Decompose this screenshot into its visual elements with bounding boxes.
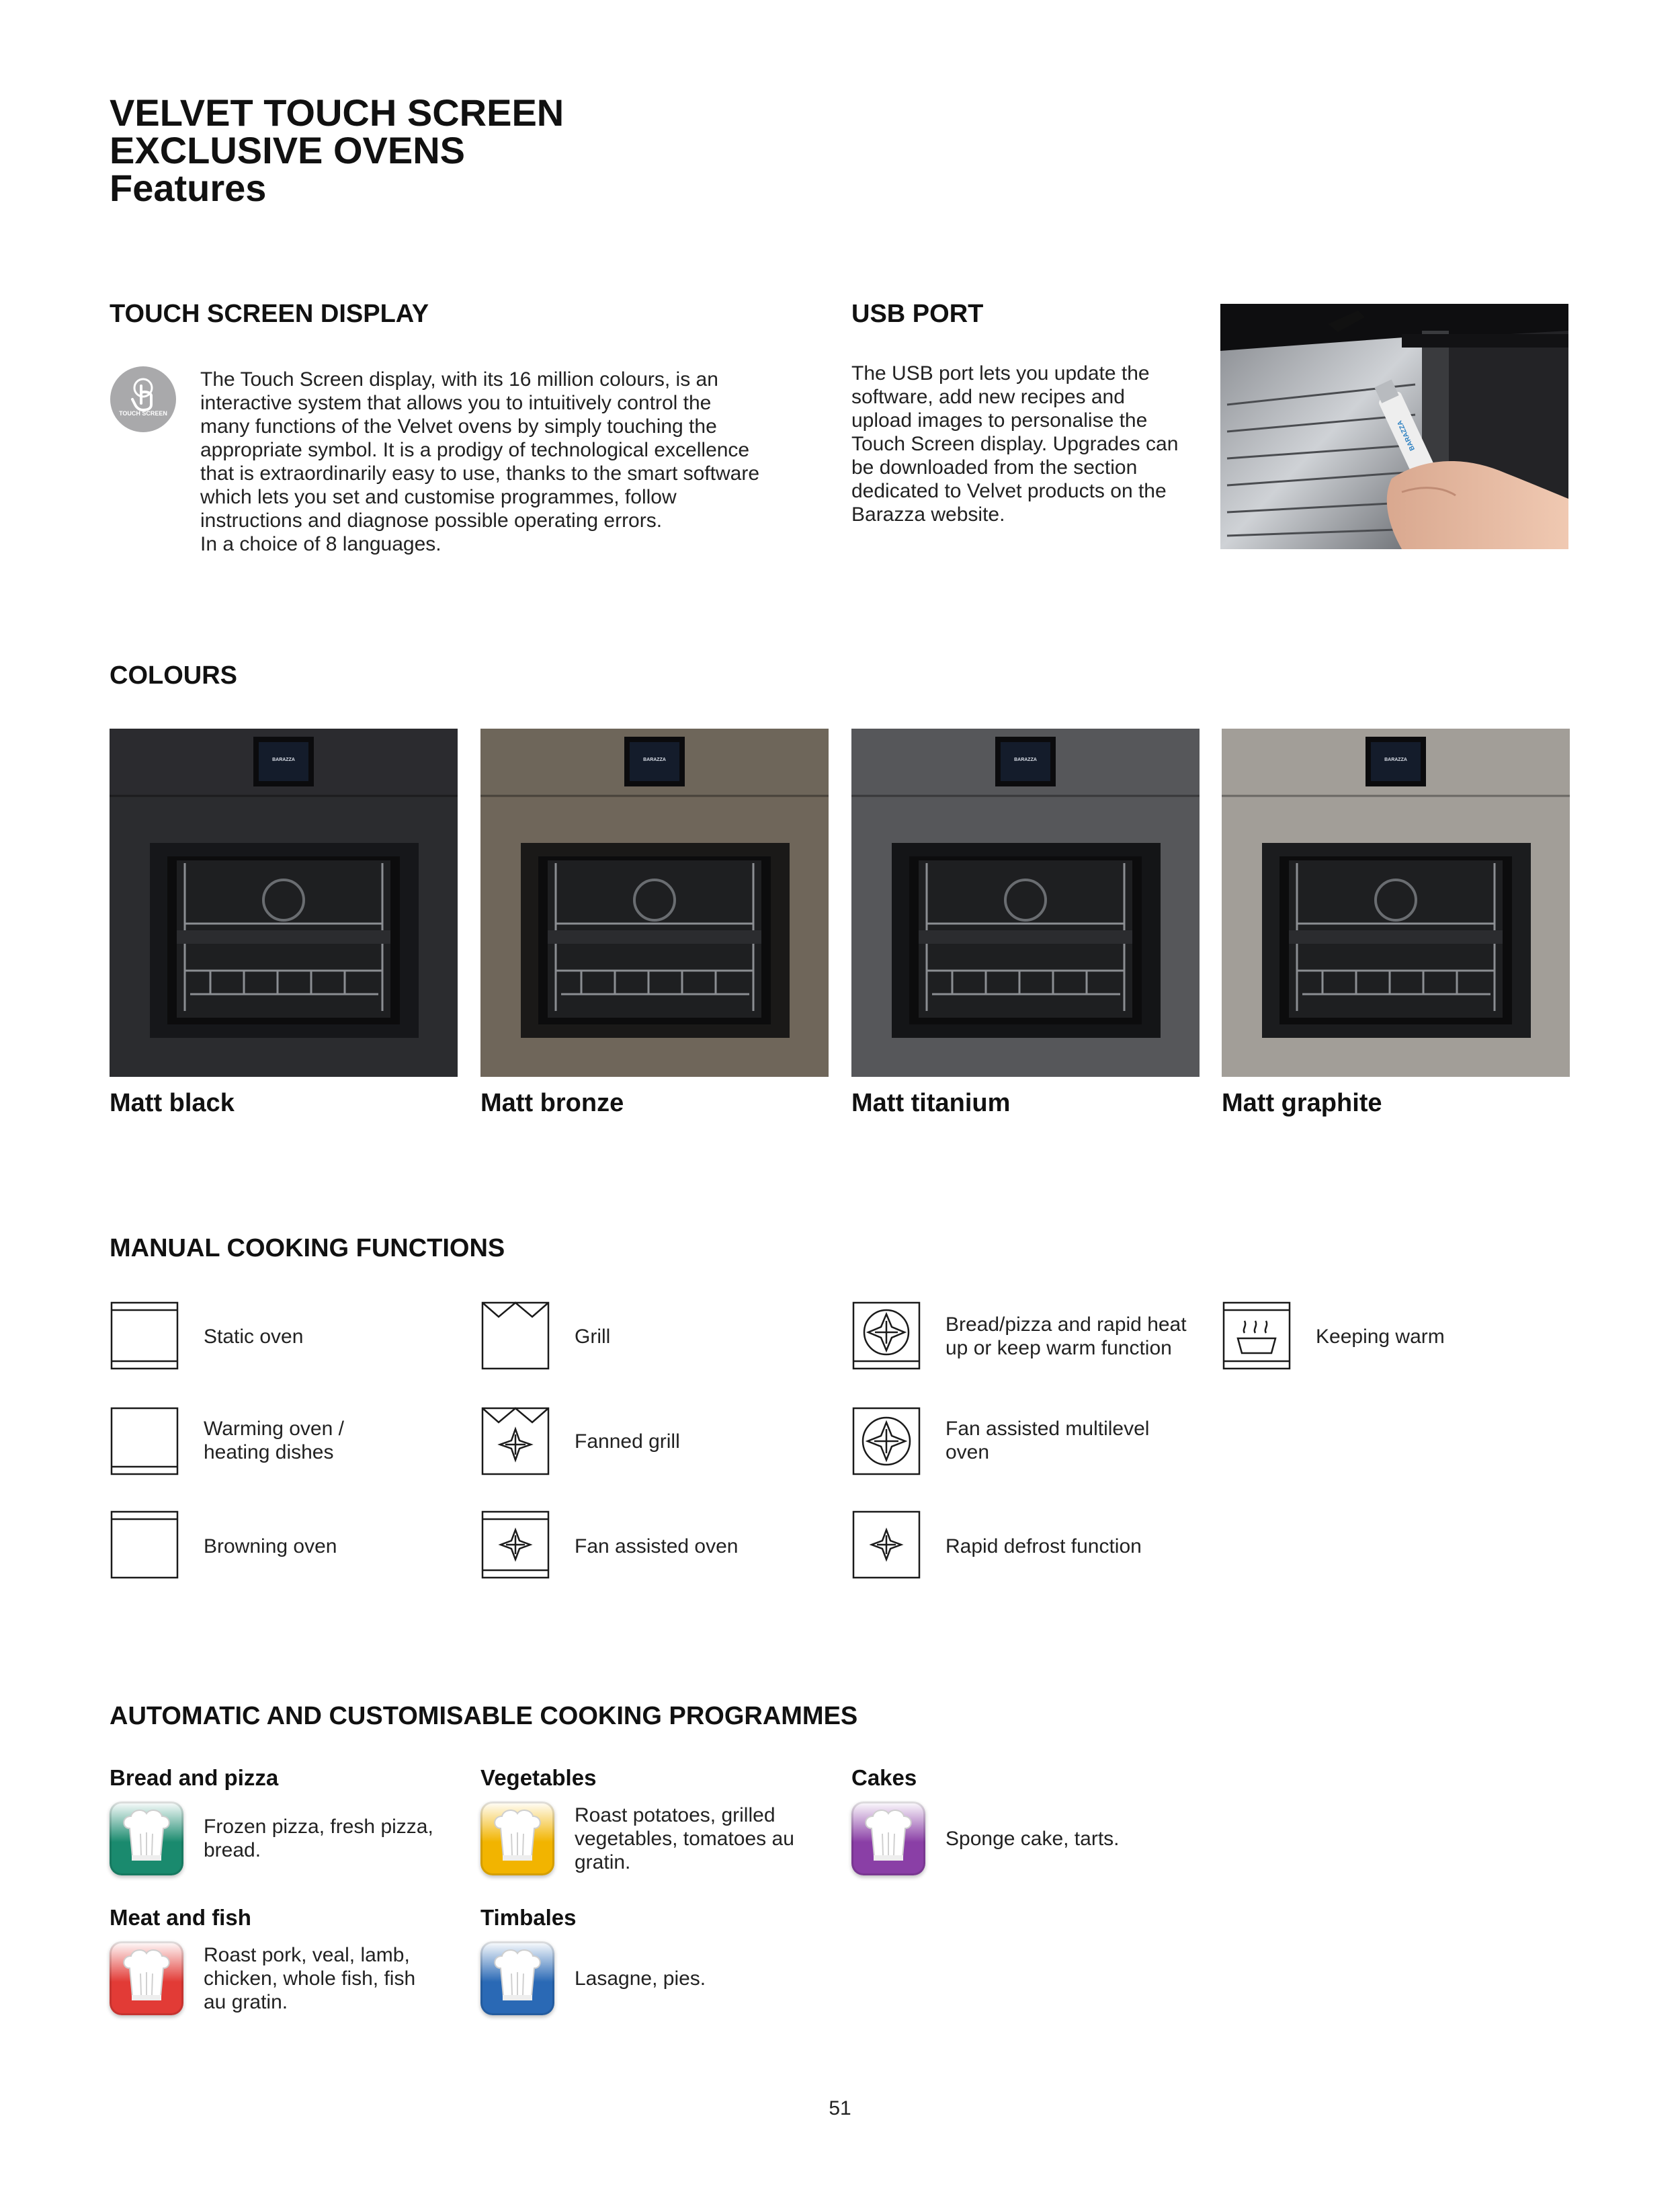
function-label: Browning oven xyxy=(204,1535,337,1557)
function-label: Fan assisted oven xyxy=(575,1535,739,1557)
touch-screen-badge-label: TOUCH SCREEN xyxy=(119,410,167,417)
programme-description xyxy=(575,1803,794,1874)
programme-description xyxy=(946,1827,1120,1851)
usb-line: software, add new recipes and xyxy=(851,386,1125,408)
programme-description xyxy=(575,1967,706,1990)
function-label xyxy=(946,1417,1149,1464)
colour-label: Matt bronze xyxy=(480,1089,624,1117)
touch-screen-heading: TOUCH SCREEN DISPLAY xyxy=(110,300,429,328)
oven-swatch xyxy=(480,729,829,1077)
programme-description-line: Lasagne, pies. xyxy=(575,1967,706,1990)
usb-line: Barazza website. xyxy=(851,503,1005,526)
function-label xyxy=(204,1417,344,1464)
programme-description-line: Roast potatoes, grilled xyxy=(575,1803,775,1826)
programme-category: Bread and pizza xyxy=(110,1765,279,1790)
programme-description-line: vegetables, tomatoes au xyxy=(575,1827,794,1850)
colour-label: Matt black xyxy=(110,1089,235,1117)
page-number: 51 xyxy=(829,2097,851,2119)
programme-category: Cakes xyxy=(851,1765,917,1790)
usb-heading: USB PORT xyxy=(851,300,984,328)
function-label-line: Warming oven / xyxy=(204,1418,344,1440)
programme-description xyxy=(204,1943,415,2014)
touch-screen-line: interactive system that allows you to intuitively control the xyxy=(200,392,712,414)
manual-functions-heading: MANUAL COOKING FUNCTIONS xyxy=(110,1234,505,1262)
function-label xyxy=(946,1313,1187,1360)
title-line-2: EXCLUSIVE OVENS xyxy=(110,129,466,171)
function-label-line: heating dishes xyxy=(204,1441,334,1463)
title-line-1: VELVET TOUCH SCREEN xyxy=(110,91,564,134)
oven-swatch xyxy=(851,729,1200,1077)
touch-screen-line: In a choice of 8 languages. xyxy=(200,533,442,555)
function-label: Grill xyxy=(575,1326,611,1348)
oven-display-brand: BARAZZA xyxy=(272,758,295,762)
chef-hat-icon xyxy=(480,1801,554,1875)
programme-description-line: Roast pork, veal, lamb, xyxy=(204,1943,410,1966)
usb-description xyxy=(851,362,1201,526)
function-label-line: Fan assisted multilevel xyxy=(946,1418,1150,1440)
usb-line: Touch Screen display. Upgrades can xyxy=(851,433,1179,455)
touch-screen-line: instructions and diagnose possible operating errors. xyxy=(200,510,663,532)
programme-description-line: gratin. xyxy=(575,1851,631,1873)
oven-display-brand: BARAZZA xyxy=(1384,758,1407,762)
oven-display-brand: BARAZZA xyxy=(643,758,666,762)
function-label: Rapid defrost function xyxy=(946,1535,1142,1557)
oven-swatch xyxy=(1222,729,1570,1077)
fanned-grill-icon xyxy=(480,1406,550,1479)
fan-assisted-oven-icon xyxy=(480,1510,550,1583)
usb-stick-brand: BARAZZA xyxy=(1396,419,1417,452)
usb-line: be downloaded from the section xyxy=(851,456,1138,479)
programme-category: Timbales xyxy=(480,1905,577,1930)
touch-screen-line: which lets you set and customise programmes, follow xyxy=(200,486,677,508)
programme-description-line: Sponge cake, tarts. xyxy=(946,1827,1120,1850)
title-line-3: Features xyxy=(110,167,267,209)
chef-hat-icon xyxy=(110,1801,183,1875)
programme-description xyxy=(204,1815,433,1862)
touch-screen-line: many functions of the Velvet ovens by simply touching the xyxy=(200,415,717,438)
warming-oven-icon xyxy=(110,1406,179,1479)
colour-label: Matt titanium xyxy=(851,1089,1011,1117)
chef-hat-icon xyxy=(480,1941,554,2015)
touch-screen-badge-icon xyxy=(110,366,177,433)
static-oven-icon xyxy=(110,1301,179,1374)
programme-description-line: bread. xyxy=(204,1839,261,1861)
bread-pizza-fan-icon xyxy=(851,1301,921,1374)
keeping-warm-icon xyxy=(1222,1301,1292,1374)
programmes-heading: AUTOMATIC AND CUSTOMISABLE COOKING PROGRAMMES xyxy=(110,1702,858,1730)
usb-port-photo xyxy=(1220,304,1568,549)
browning-oven-icon xyxy=(110,1510,179,1583)
function-label: Keeping warm xyxy=(1316,1326,1445,1348)
oven-display-brand: BARAZZA xyxy=(1014,758,1037,762)
function-label-line: Bread/pizza and rapid heat xyxy=(946,1313,1187,1336)
touch-screen-line: appropriate symbol. It is a prodigy of technological excellence xyxy=(200,439,750,461)
function-label: Static oven xyxy=(204,1326,304,1348)
touch-screen-description xyxy=(200,368,792,556)
touch-screen-line: The Touch Screen display, with its 16 million colours, is an xyxy=(200,368,718,391)
touch-screen-line: that is extraordinarily easy to use, thanks to the smart software xyxy=(200,462,760,485)
colours-heading: COLOURS xyxy=(110,661,237,690)
function-label-line: oven xyxy=(946,1441,990,1463)
page-title xyxy=(110,91,564,209)
oven-swatch xyxy=(110,729,458,1077)
grill-icon xyxy=(480,1301,550,1374)
programme-description-line: chicken, whole fish, fish xyxy=(204,1967,416,1990)
function-label: Fanned grill xyxy=(575,1430,680,1453)
chef-hat-icon xyxy=(110,1941,183,2015)
programme-category: Vegetables xyxy=(480,1765,597,1790)
chef-hat-icon xyxy=(851,1801,925,1875)
function-label-line: up or keep warm function xyxy=(946,1337,1172,1359)
colour-label: Matt graphite xyxy=(1222,1089,1382,1117)
usb-line: The USB port lets you update the xyxy=(851,362,1150,384)
rapid-defrost-icon xyxy=(851,1510,921,1583)
programme-category: Meat and fish xyxy=(110,1905,251,1930)
usb-line: dedicated to Velvet products on the xyxy=(851,480,1167,502)
programme-description-line: au gratin. xyxy=(204,1990,288,2013)
programme-description-line: Frozen pizza, fresh pizza, xyxy=(204,1816,433,1838)
fan-multilevel-icon xyxy=(851,1406,921,1479)
usb-line: upload images to personalise the xyxy=(851,409,1148,432)
